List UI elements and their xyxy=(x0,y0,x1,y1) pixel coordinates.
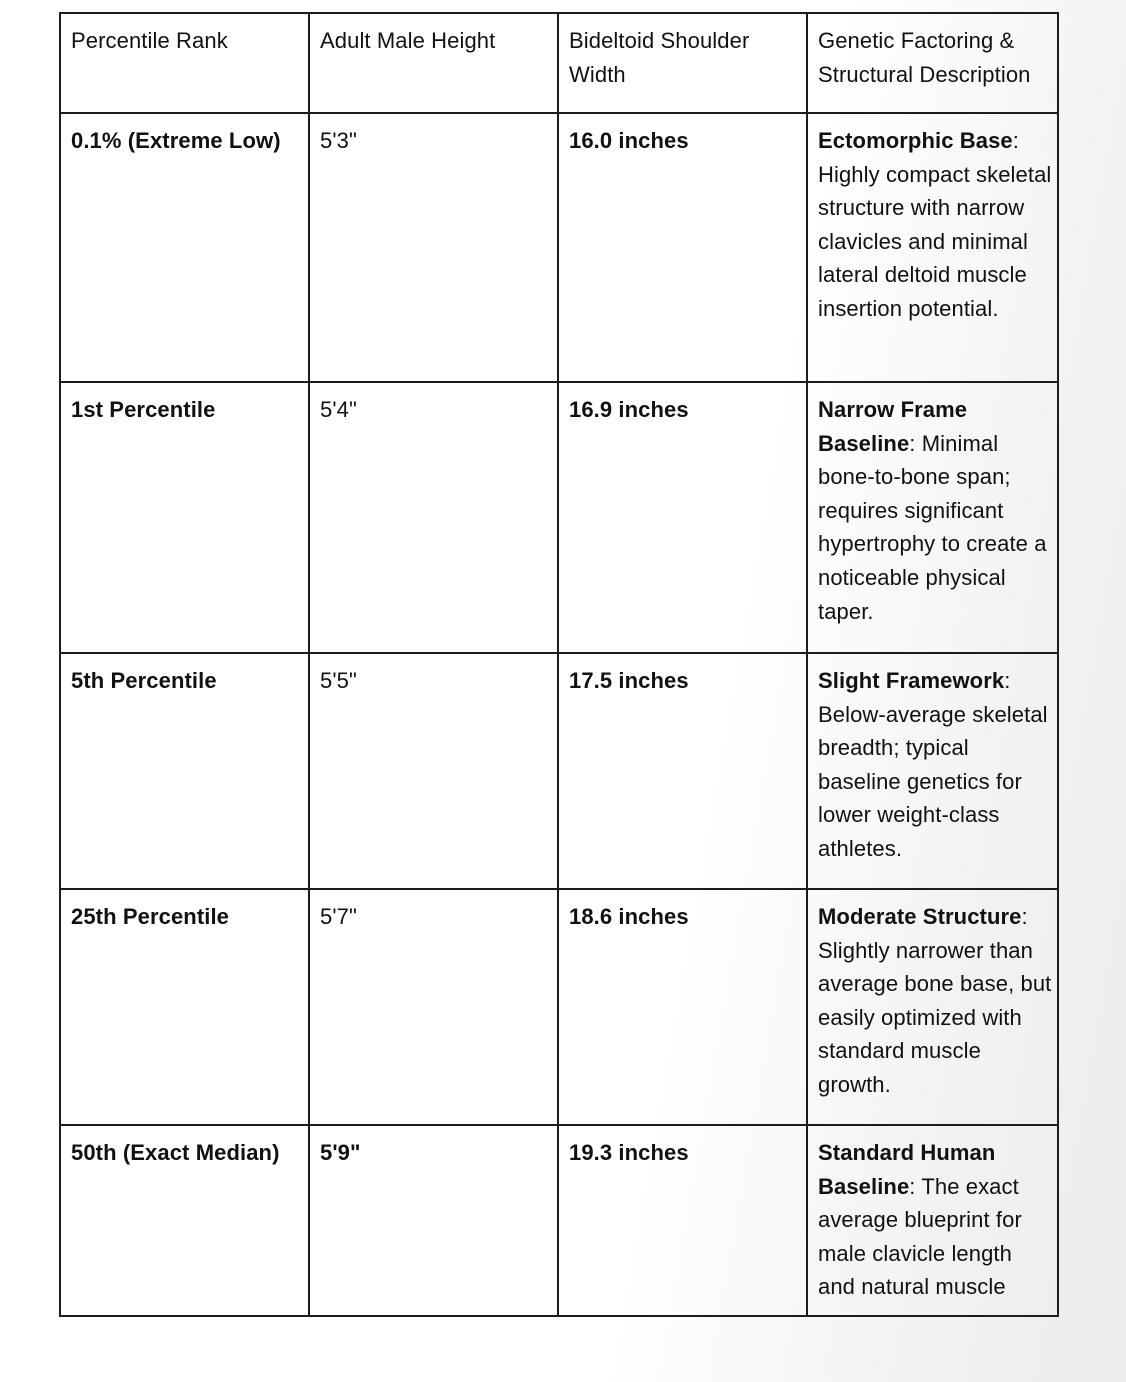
cell-rank: 0.1% (Extreme Low) xyxy=(60,113,309,382)
table-row xyxy=(60,889,1058,1125)
cell-rank: 1st Percentile xyxy=(60,382,309,653)
cell-shoulder-width: 16.0 inches xyxy=(558,113,807,382)
cell-description xyxy=(807,1125,1058,1316)
percentile-table xyxy=(59,12,1059,1317)
header-cell-adult-male-height: Adult Male Height xyxy=(309,13,558,113)
description-title: Ectomorphic Base xyxy=(818,128,1013,153)
description-text: : Slightly narrower than average bone base, but easily optimized with standard muscle growth. xyxy=(818,904,1052,1097)
cell-height: 5'7" xyxy=(309,889,558,1125)
description-title: Standard Human Baseline xyxy=(818,1140,996,1199)
cell-shoulder-width: 18.6 inches xyxy=(558,889,807,1125)
description-text: : Below-average skeletal breadth; typical baseline genetics for lower weight-class athletes. xyxy=(818,668,1048,861)
header-cell-bideltoid-shoulder-width: Bideltoid Shoulder Width xyxy=(558,13,807,113)
table-row xyxy=(60,382,1058,653)
cell-rank: 50th (Exact Median) xyxy=(60,1125,309,1316)
cell-height: 5'3" xyxy=(309,113,558,382)
cell-height: 5'5" xyxy=(309,653,558,889)
description-title: Moderate Structure xyxy=(818,904,1022,929)
table-row xyxy=(60,653,1058,889)
header-cell-genetic-description: Genetic Factoring & Structural Description xyxy=(807,13,1058,113)
description-title: Slight Framework xyxy=(818,668,1005,693)
description-text: : Minimal bone-to-bone span; requires significant hypertrophy to create a noticeable physical taper. xyxy=(818,430,1047,624)
table-row xyxy=(60,113,1058,382)
cell-shoulder-width: 16.9 inches xyxy=(558,382,807,653)
cell-description xyxy=(807,382,1058,653)
description-title: Narrow Frame Baseline xyxy=(818,397,968,456)
cell-description xyxy=(807,889,1058,1125)
table-row xyxy=(60,1125,1058,1316)
cell-shoulder-width: 19.3 inches xyxy=(558,1125,807,1316)
cell-rank: 25th Percentile xyxy=(60,889,309,1125)
cell-shoulder-width: 17.5 inches xyxy=(558,653,807,889)
table-header-row xyxy=(60,13,1058,113)
cell-height: 5'4" xyxy=(309,382,558,653)
cell-description xyxy=(807,113,1058,382)
cell-rank: 5th Percentile xyxy=(60,653,309,889)
description-text: : The exact average blueprint for male clavicle length and natural muscle xyxy=(818,1173,1022,1300)
cell-description xyxy=(807,653,1058,889)
header-cell-percentile-rank: Percentile Rank xyxy=(60,13,309,113)
description-text: : Highly compact skeletal structure with narrow clavicles and minimal lateral deltoid muscle insertion potential. xyxy=(818,128,1052,321)
cell-height: 5'9" xyxy=(309,1125,558,1316)
